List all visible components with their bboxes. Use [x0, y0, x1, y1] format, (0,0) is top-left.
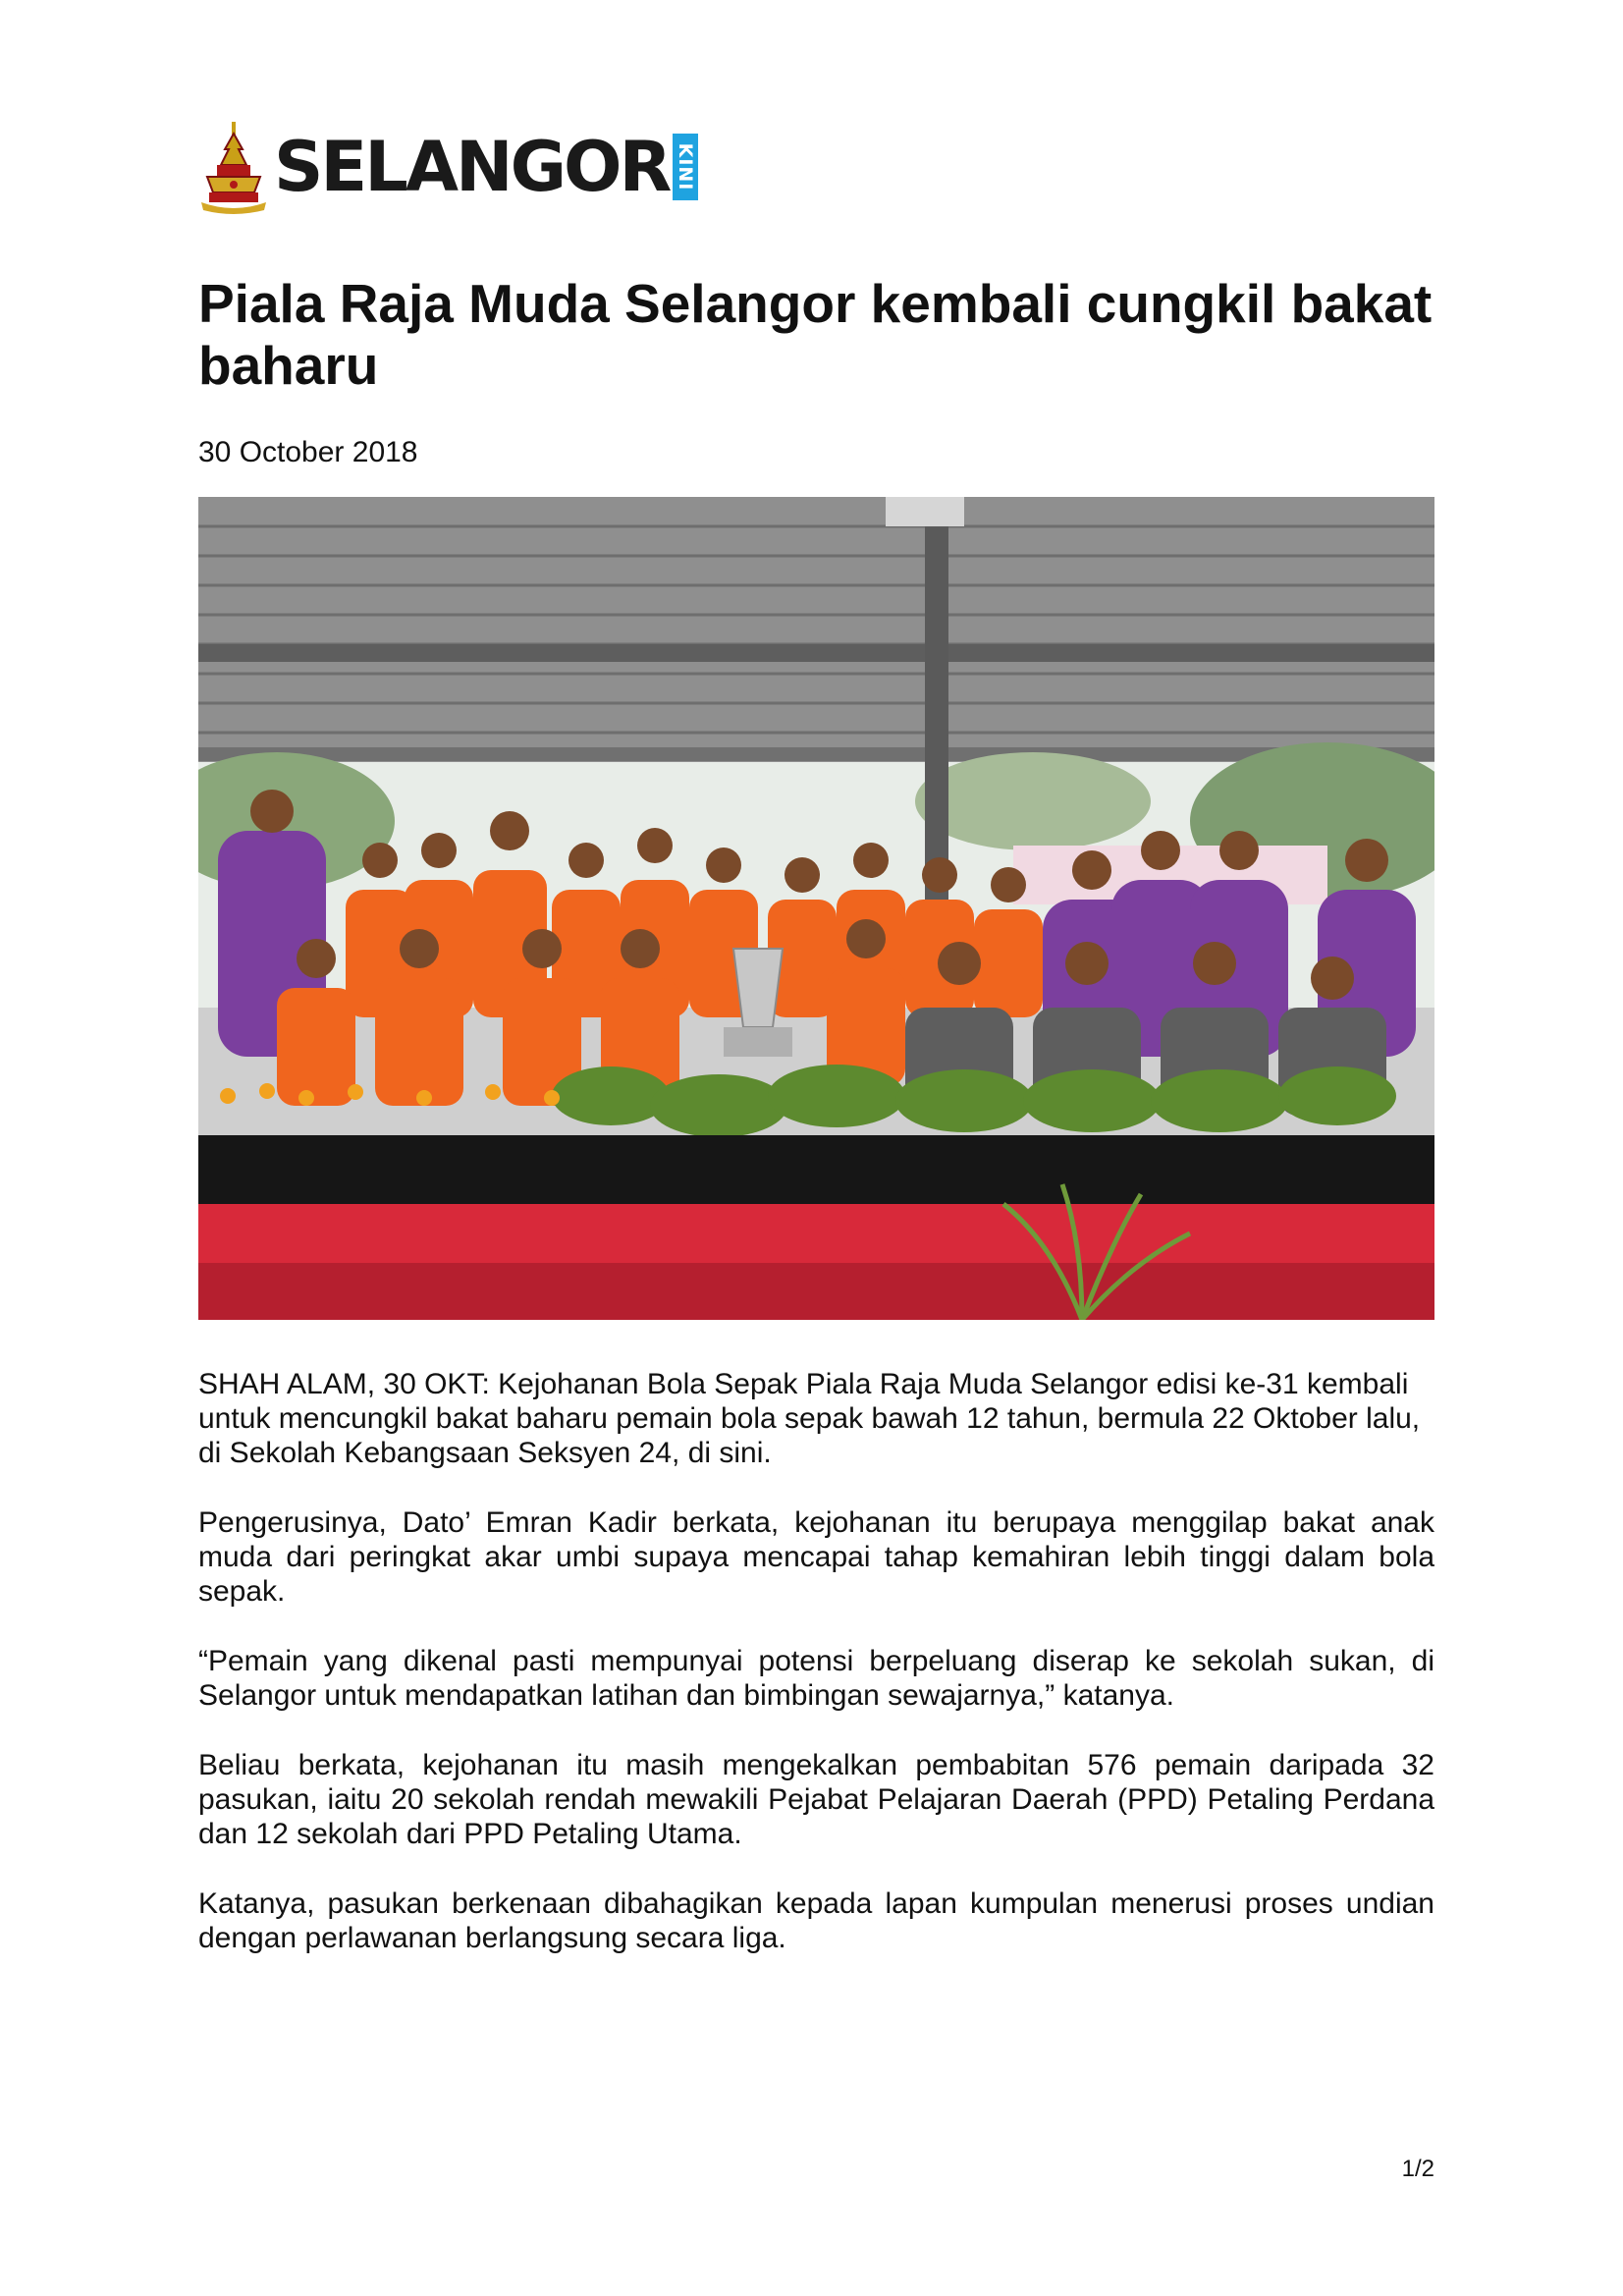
brand-suffix-badge	[673, 134, 698, 200]
brand-suffix: KINI	[675, 142, 697, 191]
paragraph-5: Katanya, pasukan berkenaan dibahagikan kepada lapan kumpulan menerusi proses undian dengan perlawanan berlangsung secara liga.	[198, 1887, 1434, 1954]
brand-name: SELANGOR	[274, 127, 670, 207]
selangor-crest-icon	[199, 120, 268, 214]
publication-logo	[199, 120, 698, 214]
article-date: 30 October 2018	[198, 436, 418, 468]
paragraph-4: Beliau berkata, kejohanan itu masih mengekalkan pembabitan 576 pemain daripada 32 pasukan, iaitu 20 sekolah rendah mewakili Pejabat Pelajaran Daerah (PPD) Petaling Perdana dan 12 sekolah dari PPD Petaling Utama.	[198, 1749, 1434, 1850]
article-title: Piala Raja Muda Selangor kembali cungkil bakat baharu	[198, 273, 1433, 396]
paragraph-3: “Pemain yang dikenal pasti mempunyai potensi berpeluang diserap ke sekolah sukan, di Selangor untuk mendapatkan latihan dan bimbingan sewajarnya,” katanya.	[198, 1645, 1434, 1712]
ceremony-photo-illustration	[198, 497, 1434, 1320]
page-number: 1/2	[1401, 2156, 1434, 2182]
article-body	[198, 1367, 1434, 1991]
article-photo	[198, 497, 1434, 1320]
paragraph-2: Pengerusinya, Dato’ Emran Kadir berkata, kejohanan itu berupaya menggilap bakat anak muda dari peringkat akar umbi supaya mencapai tahap kemahiran lebih tinggi dalam bola sepak.	[198, 1506, 1434, 1608]
paragraph-1: SHAH ALAM, 30 OKT: Kejohanan Bola Sepak Piala Raja Muda Selangor edisi ke-31 kembali untuk mencungkil bakat baharu pemain bola sepak bawah 12 tahun, bermula 22 Oktober lalu, di Sekolah Kebangsaan Seksyen 24, di sini.	[198, 1368, 1421, 1469]
